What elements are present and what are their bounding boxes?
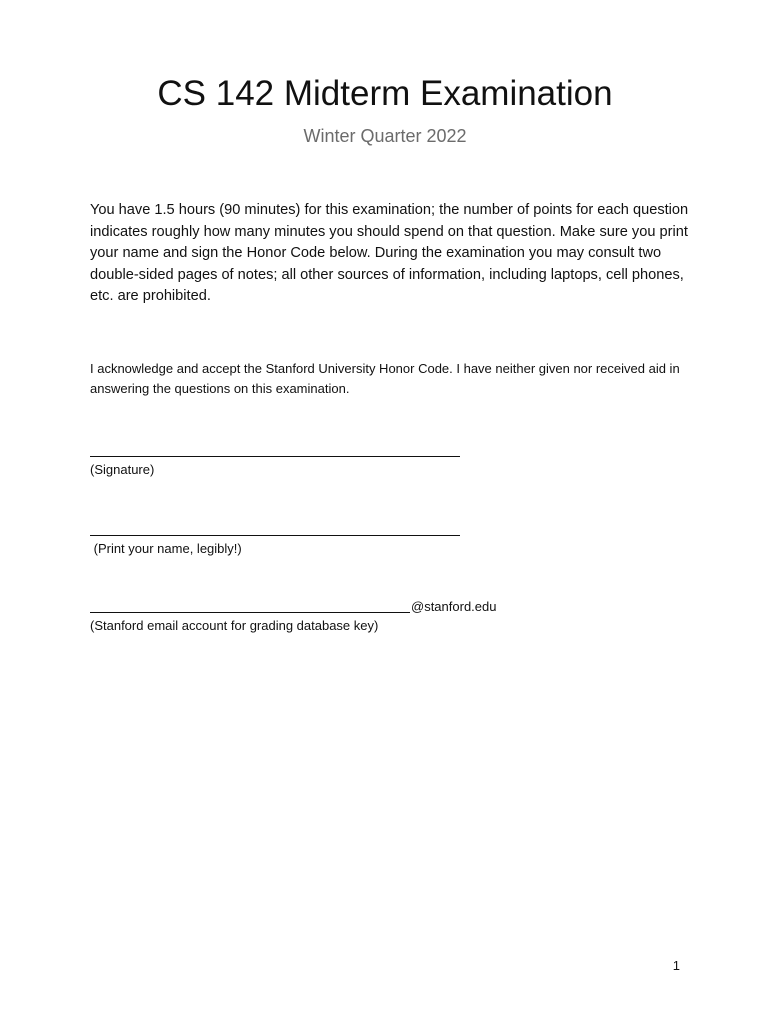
name-caption: (Print your name, legibly!) [90, 541, 242, 556]
email-line-row [90, 597, 497, 616]
signature-line [90, 441, 154, 460]
email-line [90, 612, 410, 613]
honor-code-statement: I acknowledge and accept the Stanford University Honor Code. I have neither given nor received aid in answering the questions on this examination. [90, 361, 680, 396]
signature-caption: (Signature) [90, 462, 155, 477]
name-line [90, 520, 242, 539]
exam-subtitle: Winter Quarter 2022 [303, 126, 467, 146]
page-number: 1 [672, 958, 680, 973]
exam-instructions: You have 1.5 hours (90 minutes) for this examination; the number of points for each question indicates roughly how many minutes you should spend on that question. Make sure you print your name and sign the Honor Code below. During the examination you may consult two double-sided pages of notes; all other sources of information, including laptops, cell phones, etc. are prohibited. [90, 202, 689, 304]
signature-field [90, 441, 154, 479]
email-field [90, 597, 497, 635]
email-caption: (Stanford email account for grading database key) [90, 618, 379, 633]
exam-title: CS 142 Midterm Examination [157, 74, 613, 113]
name-field [90, 520, 242, 558]
email-domain-suffix: @stanford.edu [411, 599, 497, 614]
